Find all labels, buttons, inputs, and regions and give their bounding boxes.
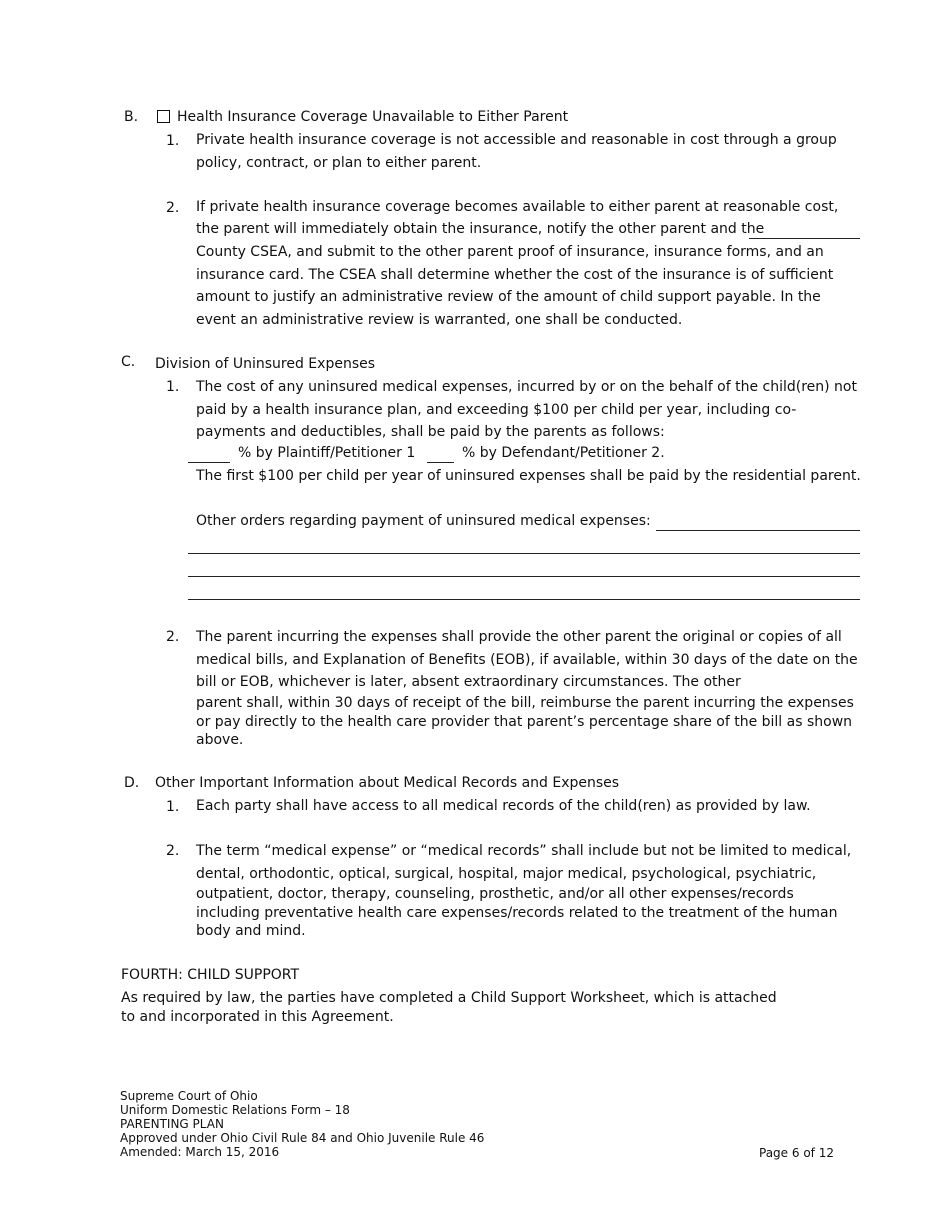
other-orders-label: Other orders regarding payment of uninsured medical expenses: (196, 513, 651, 529)
section-b-letter: B. (124, 109, 139, 125)
footer-plan: PARENTING PLAN (120, 1117, 224, 1131)
section-b-item1-num: 1. (166, 133, 180, 149)
footer-amended: Amended: March 15, 2016 (120, 1145, 280, 1159)
section-d-title: Other Important Information about Medical Records and Expenses (155, 775, 620, 791)
residential-parent-text: The first $100 per child per year of uninsured expenses shall be paid by the residential parent. (196, 468, 861, 484)
section-b-item2-num: 2. (166, 200, 180, 216)
section-b-item2-line2: the parent will immediately obtain the insurance, notify the other parent and the (196, 221, 765, 237)
section-b-item2-line1: If private health insurance coverage becomes available to either parent at reasonable cost, (196, 199, 839, 215)
section-c-item2-num: 2. (166, 629, 180, 645)
other-orders-field-4[interactable] (188, 599, 860, 600)
section-b-title: Health Insurance Coverage Unavailable to Either Parent (177, 109, 569, 125)
child-support-heading: FOURTH: CHILD SUPPORT (121, 967, 300, 983)
section-d-item2-text-a: The term “medical expense” or “medical records” shall include but not be limited to medical, dental, orthodontic, optical, surgical, hospital, major medical, psychological, psychiatric, (196, 843, 852, 882)
defendant-percent-field[interactable] (427, 462, 454, 463)
footer-approved: Approved under Ohio Civil Rule 84 and Ohio Juvenile Rule 46 (120, 1131, 485, 1145)
other-orders-field-3[interactable] (188, 576, 860, 577)
other-orders-field-1[interactable] (656, 530, 860, 531)
health-insurance-unavailable-checkbox[interactable] (157, 110, 170, 123)
county-blank-field[interactable] (749, 238, 860, 239)
section-d-letter: D. (124, 775, 140, 791)
section-c-item2-text-b: parent shall, within 30 days of receipt of the bill, reimburse the parent incurring the expenses or pay directly to the health care provider that parent’s percentage share of the bill as shown above. (196, 695, 854, 748)
section-c-title: Division of Uninsured Expenses (155, 356, 376, 372)
section-b-item1-text: Private health insurance coverage is not accessible and reasonable in cost through a group policy, contract, or plan to either parent. (196, 132, 837, 171)
section-d-item1-text: Each party shall have access to all medical records of the child(ren) as provided by law. (196, 798, 811, 814)
plaintiff-percent-field[interactable] (188, 462, 230, 463)
section-c-item1-num: 1. (166, 379, 180, 395)
section-c-letter: C. (121, 354, 136, 370)
section-c-item1-text: The cost of any uninsured medical expenses, incurred by or on the behalf of the child(ren) not paid by a health insurance plan, and exceeding $100 per child per year, including co-payments and deductibles, shall be paid by the parents as follows: (196, 379, 857, 441)
footer-court: Supreme Court of Ohio (120, 1089, 258, 1103)
section-d-item2-num: 2. (166, 843, 180, 859)
plaintiff-percent-label: % by Plaintiff/Petitioner 1 (238, 445, 416, 461)
footer-form: Uniform Domestic Relations Form – 18 (120, 1103, 350, 1117)
other-orders-field-2[interactable] (188, 553, 860, 554)
child-support-text: As required by law, the parties have completed a Child Support Worksheet, which is attached to and incorporated in this Agreement. (121, 990, 777, 1025)
section-d-item1-num: 1. (166, 799, 180, 815)
page-footer (120, 1089, 484, 1159)
section-b-item2-rest: County CSEA, and submit to the other parent proof of insurance, insurance forms, and an insurance card. The CSEA shall determine whether the cost of the insurance is of sufficient amount to justify an administrative review of the amount of child support payable. In the event an administrative review is warranted, one shall be conducted. (196, 244, 834, 328)
section-c-item2-text-a: The parent incurring the expenses shall provide the other parent the original or copies of all medical bills, and Explanation of Benefits (EOB), if available, within 30 days of the date on the bill or EOB, whichever is later, absent extraordinary circumstances. The other (196, 629, 858, 691)
page-number: Page 6 of 12 (759, 1146, 834, 1160)
section-d-item2-text-b: outpatient, doctor, therapy, counseling, prosthetic, and/or all other expenses/records including preventative health care expenses/records related to the treatment of the human body and mind. (196, 886, 838, 939)
defendant-percent-label: % by Defendant/Petitioner 2. (462, 445, 665, 461)
